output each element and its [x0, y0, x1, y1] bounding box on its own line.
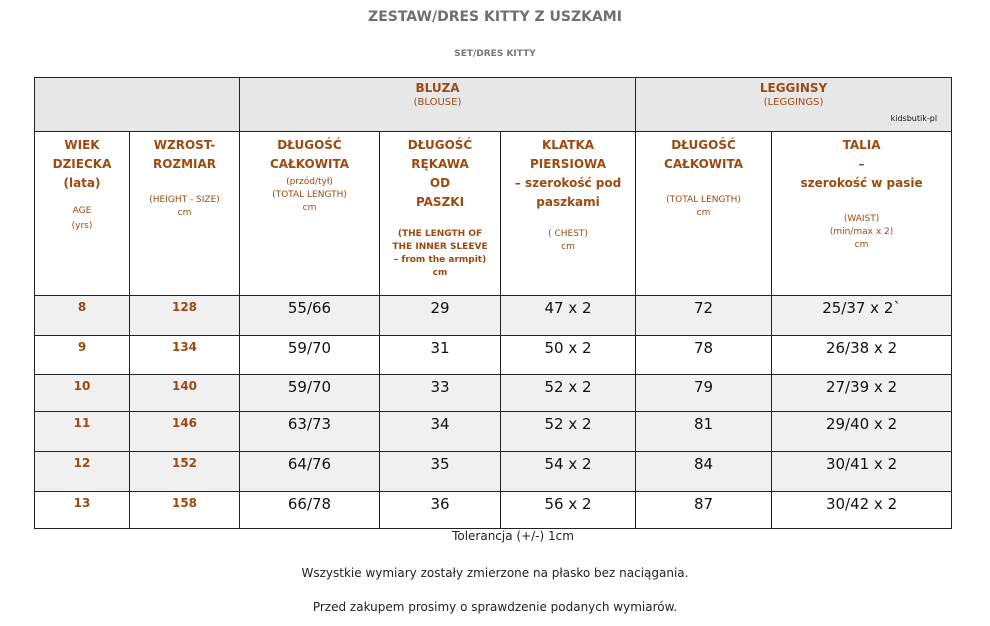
cell-leg-length: 79: [636, 375, 772, 412]
cell-chest: 52 x 2: [501, 412, 636, 452]
header-age-l1: WIEK: [64, 138, 100, 152]
header-height: [130, 132, 240, 296]
header-leg-length-s1: (TOTAL LENGTH): [666, 195, 741, 205]
cell-leg-length: 84: [636, 452, 772, 492]
cell-blouse-length: 64/76: [240, 452, 380, 492]
cell-chest: 54 x 2: [501, 452, 636, 492]
header-waist-s2: (min/max x 2): [829, 227, 894, 237]
page-title: ZESTAW/DRES KITTY Z USZKAMI: [368, 9, 622, 25]
group-legginsy-sub: (LEGGINGS): [763, 97, 824, 108]
header-waist-s1: (WAIST): [843, 214, 880, 224]
cell-chest: 56 x 2: [501, 492, 636, 529]
header-height-s1: (HEIGHT - SIZE): [149, 195, 220, 205]
header-sleeve: [380, 132, 501, 296]
cell-chest: 47 x 2: [501, 296, 636, 336]
group-bluza-sub: (BLOUSE): [413, 97, 462, 108]
tolerance-note: Tolerancja (+/-) 1cm: [452, 529, 574, 543]
header-sleeve-l2: RĘKAWA: [411, 157, 469, 171]
cell-blouse-length: 63/73: [240, 412, 380, 452]
header-age: [35, 132, 130, 296]
cell-leg-length: 78: [636, 336, 772, 375]
cell-height: 128: [130, 296, 240, 336]
cell-blouse-length: 55/66: [240, 296, 380, 336]
cell-height: 134: [130, 336, 240, 375]
cell-age: 10: [35, 375, 130, 412]
header-age-l3: (lata): [63, 176, 101, 190]
table-row: [35, 452, 952, 492]
cell-sleeve: 35: [380, 452, 501, 492]
group-bluza-title: BLUZA: [415, 81, 460, 95]
group-header-row: [35, 78, 952, 132]
cell-age: 9: [35, 336, 130, 375]
header-sleeve-l1: DŁUGOŚĆ: [407, 138, 473, 152]
cell-blouse-length: 59/70: [240, 336, 380, 375]
header-blouse-length-s1: (przód/tył): [286, 177, 333, 187]
cell-age: 11: [35, 412, 130, 452]
header-sleeve-l3: OD: [429, 176, 451, 190]
brand-watermark: kidsbutik-pl: [890, 114, 938, 123]
table-row: [35, 492, 952, 529]
group-bluza: [240, 78, 636, 132]
cell-leg-length: 87: [636, 492, 772, 529]
header-sleeve-s1: (THE LENGTH OF: [397, 229, 483, 239]
header-sleeve-s4: cm: [432, 268, 448, 278]
cell-waist: 30/42 x 2: [772, 492, 952, 529]
header-blouse-length: [240, 132, 380, 296]
cell-height: 152: [130, 452, 240, 492]
cell-waist: 29/40 x 2: [772, 412, 952, 452]
header-leg-length-s2: cm: [696, 208, 711, 218]
table-row: [35, 336, 952, 375]
table-row: [35, 375, 952, 412]
header-chest-l3: – szerokość pod: [514, 176, 622, 190]
cell-waist: 25/37 x 2`: [772, 296, 952, 336]
cell-sleeve: 31: [380, 336, 501, 375]
group-legginsy-title: LEGGINSY: [759, 81, 828, 95]
header-waist-s3: cm: [854, 240, 869, 250]
header-chest-l1: KLATKA: [541, 138, 595, 152]
cell-waist: 27/39 x 2: [772, 375, 952, 412]
cell-chest: 50 x 2: [501, 336, 636, 375]
header-leg-length-l1: DŁUGOŚĆ: [671, 138, 736, 152]
header-waist-l3: szerokość w pasie: [800, 176, 923, 190]
cell-height: 146: [130, 412, 240, 452]
header-waist-l2: –: [858, 157, 865, 171]
header-chest-l2: PIERSIOWA: [530, 157, 607, 171]
group-legginsy: [636, 78, 952, 132]
header-blouse-length-s2: (TOTAL LENGTH): [272, 190, 347, 200]
cell-age: 13: [35, 492, 130, 529]
header-sleeve-s3: – from the armpit): [393, 255, 487, 265]
header-leg-length: [636, 132, 772, 296]
header-sleeve-l4: PASZKI: [415, 195, 465, 209]
header-sleeve-s2: THE INNER SLEEVE: [392, 242, 488, 252]
header-blouse-length-s3: cm: [302, 203, 317, 213]
cell-height: 158: [130, 492, 240, 529]
cell-sleeve: 34: [380, 412, 501, 452]
table-row: [35, 296, 952, 336]
cell-age: 12: [35, 452, 130, 492]
cell-leg-length: 72: [636, 296, 772, 336]
cell-blouse-length: 66/78: [240, 492, 380, 529]
header-height-s2: cm: [177, 208, 192, 218]
header-height-l1: WZROST-: [153, 138, 216, 152]
header-waist: [772, 132, 952, 296]
header-age-l2: DZIECKA: [52, 157, 112, 171]
header-chest-l4: paszkami: [536, 195, 600, 209]
header-age-s2: (yrs): [71, 221, 93, 231]
cell-waist: 30/41 x 2: [772, 452, 952, 492]
check-sizes-note: Przed zakupem prosimy o sprawdzenie podanych wymiarów.: [312, 600, 678, 614]
header-age-s1: AGE: [72, 206, 92, 216]
cell-leg-length: 81: [636, 412, 772, 452]
table-row: [35, 412, 952, 452]
group-empty-cell: [35, 78, 240, 132]
size-chart-table: [34, 77, 952, 529]
column-header-row: [35, 132, 952, 296]
cell-age: 8: [35, 296, 130, 336]
header-blouse-length-l1: DŁUGOŚĆ: [277, 138, 342, 152]
header-waist-l1: TALIA: [842, 138, 881, 152]
header-chest: [501, 132, 636, 296]
header-chest-s2: cm: [561, 242, 575, 252]
header-blouse-length-l2: CAŁKOWITA: [269, 157, 349, 171]
header-chest-s1: ( CHEST): [548, 229, 588, 239]
measurement-note: Wszystkie wymiary zostały zmierzone na płasko bez naciągania.: [301, 566, 689, 580]
cell-blouse-length: 59/70: [240, 375, 380, 412]
cell-chest: 52 x 2: [501, 375, 636, 412]
cell-sleeve: 33: [380, 375, 501, 412]
header-leg-length-l2: CAŁKOWITA: [664, 157, 744, 171]
header-height-l2: ROZMIAR: [152, 157, 217, 171]
cell-sleeve: 36: [380, 492, 501, 529]
cell-waist: 26/38 x 2: [772, 336, 952, 375]
page-subtitle: SET/DRES KITTY: [454, 49, 536, 59]
cell-height: 140: [130, 375, 240, 412]
cell-sleeve: 29: [380, 296, 501, 336]
